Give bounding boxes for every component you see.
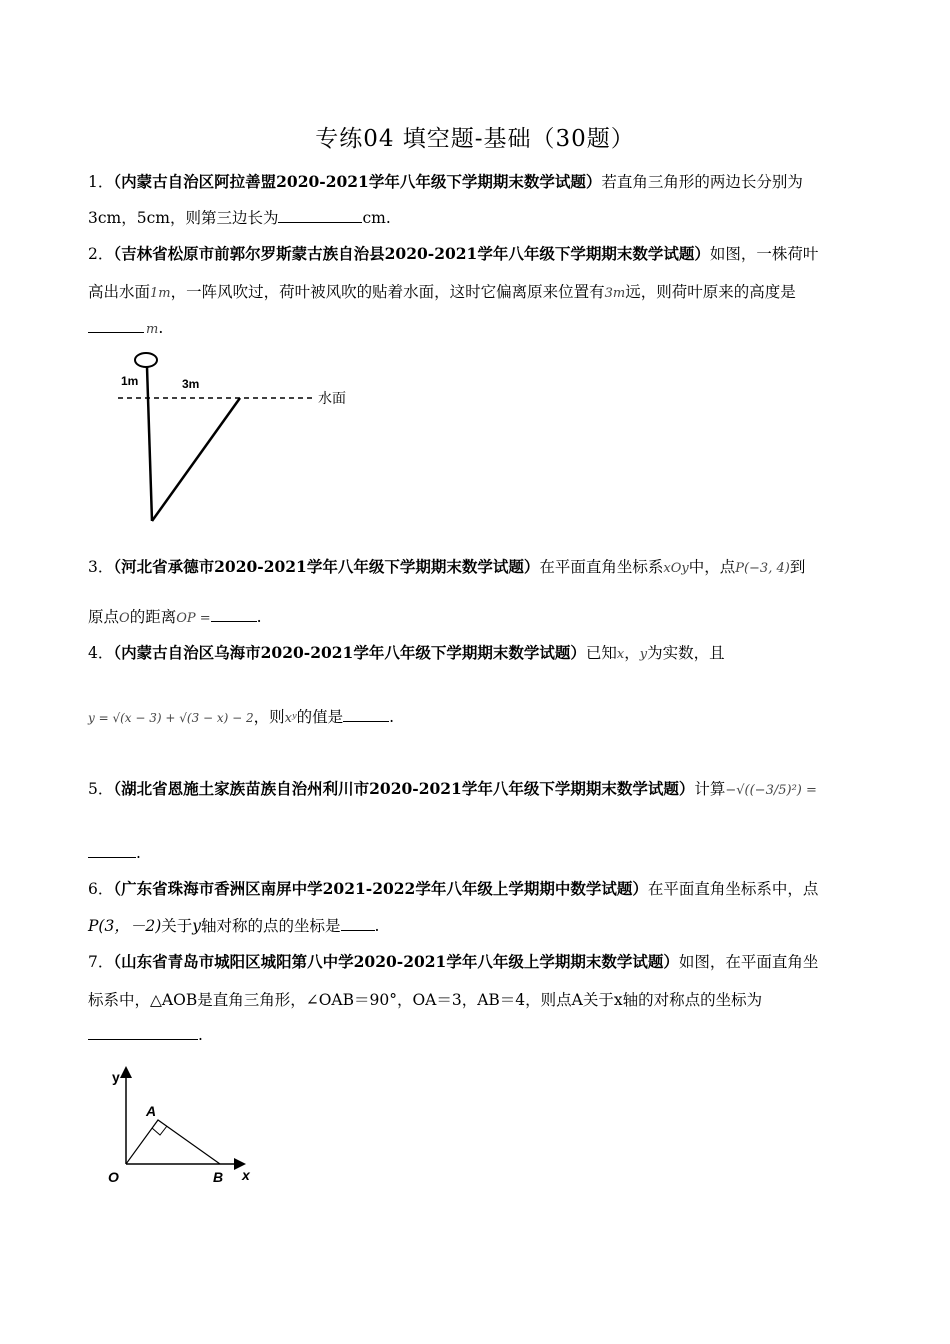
label-x: x: [242, 1167, 250, 1183]
math-inline: xʸ: [284, 711, 297, 726]
answer-blank[interactable]: [211, 607, 257, 622]
question-text: ，则: [253, 708, 285, 726]
question-text: 3cm，5cm，则第三边长为: [88, 209, 279, 227]
question-3-line-1: [88, 555, 868, 577]
label-y: y: [112, 1069, 120, 1085]
question-6-line-2: [88, 914, 868, 936]
label-b: B: [213, 1169, 224, 1185]
question-number: 7．: [88, 953, 114, 971]
question-number: 2．: [88, 245, 114, 263]
question-7-line-1: [88, 950, 868, 972]
question-text: 如图，在平面直角坐: [678, 953, 819, 971]
question-text: 的距离: [129, 608, 177, 626]
question-source: （河北省承德市2020-2021学年八年级下学期期末数学试题）: [113, 557, 540, 576]
question-source: （山东省青岛市城阳区城阳第八中学2020-2021学年八年级上学期期末数学试题）: [113, 952, 679, 971]
punctuation: .: [198, 1026, 203, 1044]
math-inline: O: [119, 611, 130, 626]
answer-blank[interactable]: [343, 707, 389, 722]
punctuation: .: [389, 708, 395, 726]
math-inline: 3m: [604, 286, 626, 301]
question-text: 在平面直角坐标系中，点: [647, 880, 819, 898]
question-text: 关于: [161, 917, 193, 935]
question-5-line-1: [88, 777, 868, 799]
question-number: 1．: [88, 173, 114, 191]
triangle-aob: [126, 1120, 220, 1164]
unit: cm.: [362, 209, 391, 227]
question-1-line-2: [88, 206, 868, 228]
question-2-line-2: [88, 280, 868, 302]
punctuation: .: [256, 608, 262, 626]
label-1m: 1m: [121, 374, 139, 388]
question-text: 高出水面: [88, 283, 151, 301]
question-7-line-2: [88, 988, 868, 1010]
question-text: 远，则荷叶原来的高度是: [625, 283, 796, 301]
math-inline: P(3，－2): [88, 917, 162, 935]
math-expression: −√((−3/5)²) =: [725, 783, 817, 798]
label-o: O: [108, 1169, 119, 1185]
question-text: 若直角三角形的两边长分别为: [601, 173, 803, 191]
question-text: 标系中，△AOB是直角三角形，∠OAB＝90°，OA＝3，AB＝4，则点A关于x轴的对称点的坐标为: [88, 991, 763, 1009]
question-number: 5．: [88, 780, 114, 798]
question-number: 6．: [88, 880, 114, 898]
question-source: （内蒙古自治区阿拉善盟2020-2021学年八年级下学期期末数学试题）: [113, 172, 602, 191]
label-a: A: [146, 1103, 157, 1119]
question-source: （湖北省恩施土家族苗族自治州利川市2020-2021学年八年级下学期期末数学试题）: [113, 779, 695, 798]
question-5-line-2: [88, 843, 868, 862]
question-4-line-2: [88, 705, 868, 727]
question-4-line-1: [88, 641, 868, 663]
question-source: （广东省珠海市香洲区南屏中学2021-2022学年八年级上学期期中数学试题）: [113, 879, 648, 898]
question-text: 到: [789, 558, 806, 576]
question-text: 轴对称的点的坐标是: [201, 917, 341, 935]
math-inline: x: [616, 647, 625, 662]
math-inline: y: [192, 917, 202, 935]
math-inline: xOy: [663, 561, 689, 576]
question-number: 4．: [88, 644, 114, 662]
question-text: 原点: [88, 608, 120, 626]
question-source: （内蒙古自治区乌海市2020-2021学年八年级下学期期末数学试题）: [113, 643, 586, 662]
label-3m: 3m: [182, 377, 200, 391]
answer-blank[interactable]: [278, 208, 362, 223]
punctuation: .: [374, 917, 380, 935]
answer-blank[interactable]: [88, 1025, 198, 1040]
question-2-line-3: [88, 318, 868, 337]
question-source: （吉林省松原市前郭尔罗斯蒙古族自治县2020-2021学年八年级下学期期末数学试题）: [113, 244, 710, 263]
question-2-line-1: [88, 242, 868, 264]
math-inline: m: [146, 322, 159, 337]
question-1-line-1: [88, 170, 868, 192]
math-inline: 1m: [150, 286, 171, 301]
question-text: 计算: [694, 780, 726, 798]
question-text: 为实数，且: [647, 644, 725, 662]
lotus-stem: [147, 367, 152, 521]
page-title: 专练04 填空题-基础（30题）: [315, 126, 635, 152]
math-inline: P(−3, 4): [735, 561, 790, 576]
question-text: 已知: [585, 644, 617, 662]
question-3-line-2: [88, 605, 868, 627]
punctuation: .: [136, 844, 141, 862]
question-number: 3．: [88, 558, 114, 576]
question-6-line-1: [88, 877, 868, 899]
punctuation: .: [158, 319, 164, 337]
right-angle-mark: [152, 1126, 167, 1135]
punctuation: ，: [624, 644, 640, 662]
question-7-line-3: [88, 1025, 868, 1044]
math-inline: y: [639, 647, 648, 662]
math-equation: y = √(x − 3) + √(3 − x) − 2: [88, 711, 254, 725]
bent-stem: [152, 398, 240, 521]
answer-blank[interactable]: [341, 916, 375, 931]
math-inline: OP =: [176, 611, 211, 626]
triangle-figure: [100, 1062, 265, 1192]
answer-blank[interactable]: [88, 318, 144, 333]
answer-blank[interactable]: [88, 843, 136, 858]
label-water: 水面: [318, 390, 346, 406]
question-text: 如图，一株荷叶: [709, 245, 819, 263]
lotus-figure: [110, 345, 370, 535]
question-text: 在平面直角坐标系: [539, 558, 664, 576]
question-text: 的值是: [296, 708, 344, 726]
question-text: 中，点: [688, 558, 736, 576]
question-text: ，一阵风吹过，荷叶被风吹的贴着水面，这时它偏离原来位置有: [170, 283, 605, 301]
lotus-leaf: [135, 353, 157, 367]
